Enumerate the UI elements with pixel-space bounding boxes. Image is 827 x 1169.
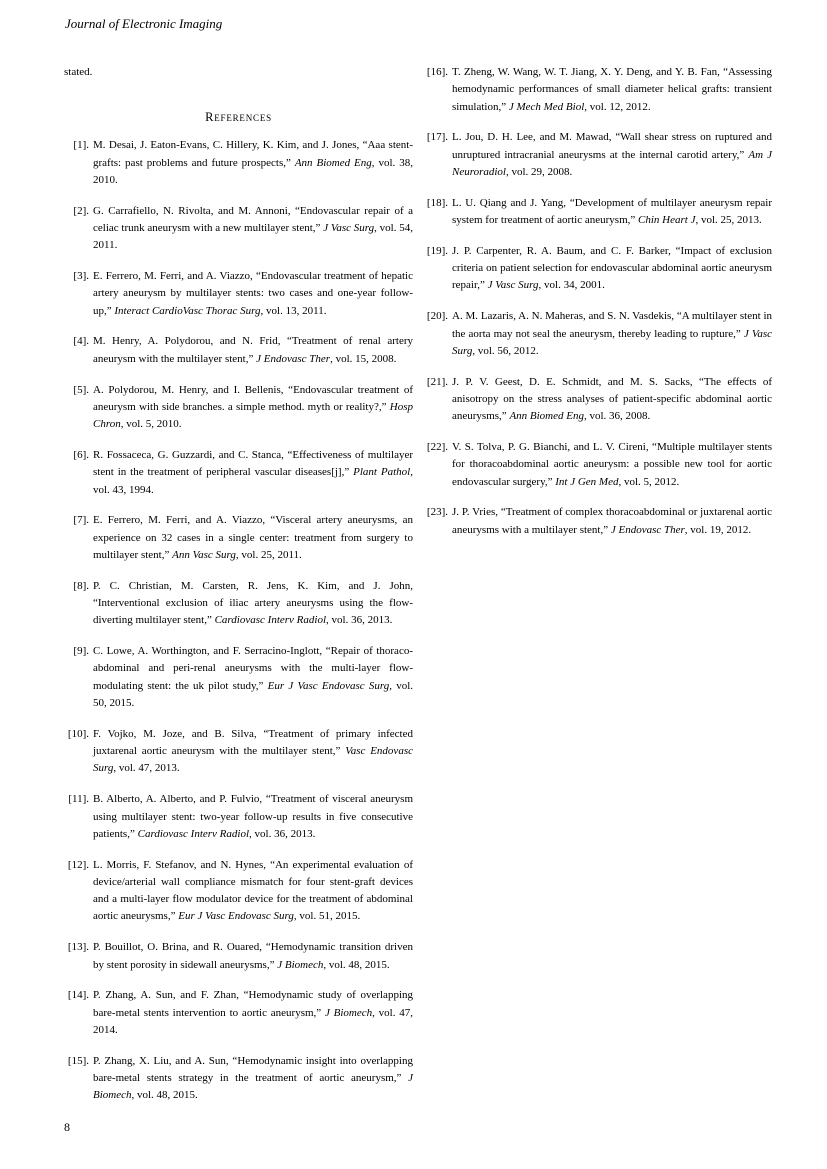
journal-name: Eur J Vasc Endovasc Surg: [178, 910, 294, 923]
reference-text: P. Bouillot, O. Brina, and R. Ouared, “Hemodynamic transition driven by stent porosity in sidewall aneurysms,” J Biomech, vol. 48, 2015.: [93, 941, 413, 971]
reference-list-right: [423, 64, 772, 539]
reference-text: G. Carrafiello, N. Rivolta, and M. Annoni, “Endovascular repair of a celiac trunk aneurysm with a new multilayer stent,” J Vasc Surg, vol. 54, 2011.: [93, 204, 414, 252]
reference-label: [6].: [73, 448, 89, 461]
reference-item: [64, 268, 413, 320]
journal-name: J Endovasc Ther: [256, 352, 331, 365]
reference-label: [5].: [73, 383, 89, 396]
journal-name: Plant Pathol: [353, 466, 411, 479]
journal-name: Chin Heart J: [638, 214, 696, 227]
reference-item: [64, 643, 413, 712]
reference-label: [11].: [68, 793, 89, 806]
journal-name: J Vasc Surg: [452, 327, 773, 357]
reference-text: J. P. Vries, “Treatment of complex thoracoabdominal or juxtarenal aortic aneurysms with a multilayer stent,” J Endovasc Ther, vol. 19, 2012.: [452, 506, 772, 536]
journal-name: Cardiovasc Interv Radiol: [137, 827, 250, 840]
reference-label: [14].: [67, 989, 89, 1002]
reference-item: [64, 939, 413, 974]
journal-name: J Biomech: [324, 1006, 373, 1019]
reference-item: [423, 308, 772, 360]
reference-item: [64, 382, 413, 434]
journal-name: Ann Vasc Surg: [172, 548, 236, 561]
reference-label: [7].: [73, 514, 89, 527]
page-number: 8: [64, 1120, 70, 1134]
reference-label: [3].: [73, 270, 89, 283]
journal-name: J Biomech: [277, 958, 324, 971]
reference-label: [9].: [73, 645, 89, 658]
reference-text: L. Jou, D. H. Lee, and M. Mawad, “Wall shear stress on ruptured and unruptured intracranial aneurysms at the internal carotid artery,” Am J Neuroradiol, vol. 29, 2008.: [452, 131, 772, 178]
reference-label: [2].: [73, 204, 89, 217]
journal-name: J Mech Med Biol: [508, 100, 585, 113]
reference-label: [12].: [67, 858, 89, 871]
reference-item: [64, 987, 413, 1039]
reference-list-left: [64, 137, 413, 1104]
reference-text: J. P. Carpenter, R. A. Baum, and C. F. Barker, “Impact of exclusion criteria on patient selection for endovascular abdominal aortic aneurysm repair,” J Vasc Surg, vol. 34, 2001.: [452, 244, 772, 292]
reference-item: [423, 439, 772, 491]
reference-item: [64, 137, 413, 189]
reference-text: M. Desai, J. Eaton-Evans, C. Hillery, K. Kim, and J. Jones, “Aaa stent-grafts: past problems and future prospects,” Ann Biomed Eng, vol. 38, 2010.: [93, 139, 413, 186]
reference-item: [423, 374, 772, 426]
reference-item: [423, 243, 772, 295]
journal-name: J Endovasc Ther: [610, 523, 685, 536]
reference-text: B. Alberto, A. Alberto, and P. Fulvio, “Treatment of visceral aneurysm using multilayer stent: two-year follow-up results in five consecutive patients,” Cardiovasc Interv Radiol, vol. 36, 2013.: [93, 793, 413, 840]
journal-name: Ann Biomed Eng: [509, 410, 584, 423]
reference-label: [15].: [67, 1054, 89, 1067]
journal-header: Journal of Electronic Imaging: [65, 16, 223, 31]
trailing-paragraph: stated.: [64, 66, 93, 78]
reference-label: [20].: [426, 310, 448, 323]
reference-label: [10].: [67, 727, 89, 740]
reference-item: [423, 64, 772, 116]
reference-item: [64, 333, 413, 368]
journal-name: Hosp Chron: [93, 400, 413, 431]
reference-label: [22].: [426, 441, 448, 454]
reference-text: C. Lowe, A. Worthington, and F. Serracino-Inglott, “Repair of thoraco-abdominal and peri-renal aneurysms with the multi-layer flow-modulating stent: the uk pilot study,” Eur J Vasc Endovasc Surg, vol. 50, 2015.: [93, 645, 413, 710]
reference-text: J. P. V. Geest, D. E. Schmidt, and M. S. Sacks, “The effects of anisotropy on the stress analyses of patient-specific abdominal aortic aneurysms,” Ann Biomed Eng, vol. 36, 2008.: [452, 375, 772, 423]
reference-item: [64, 857, 413, 926]
reference-label: [18].: [426, 196, 448, 209]
reference-label: [17].: [426, 131, 448, 144]
reference-text: F. Vojko, M. Joze, and B. Silva, “Treatment of primary infected juxtarenal aortic aneurysm with the multilayer stent,” Vasc Endovasc Surg, vol. 47, 2013.: [93, 727, 413, 775]
reference-text: P. Zhang, X. Liu, and A. Sun, “Hemodynamic insight into overlapping bare-metal stents strategy in the treatment of aortic aneurysm,” J Biomech, vol. 48, 2015.: [93, 1054, 413, 1102]
reference-text: L. U. Qiang and J. Yang, “Development of multilayer aneurysm repair system for treatment of aortic aneurysm,” Chin Heart J, vol. 25, 2013.: [452, 196, 772, 227]
reference-item: [64, 1053, 413, 1105]
reference-item: [423, 195, 772, 230]
reference-item: [64, 578, 413, 630]
reference-item: [64, 791, 413, 843]
journal-name: Vasc Endovasc Surg: [93, 745, 413, 775]
reference-label: [1].: [73, 139, 89, 152]
reference-text: L. Morris, F. Stefanov, and N. Hynes, “An experimental evaluation of device/arterial wall compliance mismatch for four stent-graft devices and a multi-layer flow modulator device for the treatment of abdominal aortic aneurysms,” Eur J Vasc Endovasc Surg, vol. 51, 2015.: [93, 858, 413, 923]
reference-item: [423, 129, 772, 181]
journal-name: Ann Biomed Eng: [294, 156, 372, 169]
reference-text: P. Zhang, A. Sun, and F. Zhan, “Hemodynamic study of overlapping bare-metal stents intervention to aortic aneurysm,” J Biomech, vol. 47, 2014.: [93, 989, 413, 1036]
reference-label: [4].: [73, 335, 89, 348]
reference-item: [64, 726, 413, 778]
reference-label: [16].: [426, 66, 448, 78]
journal-name: J Vasc Surg: [487, 279, 539, 292]
reference-item: [423, 504, 772, 539]
reference-item: [64, 512, 413, 564]
journal-name: Cardiovasc Interv Radiol: [214, 614, 327, 627]
journal-name: Int J Gen Med: [555, 475, 619, 488]
reference-label: [13].: [67, 941, 89, 954]
reference-label: [19].: [426, 244, 448, 257]
journal-name: J Vasc Surg: [323, 221, 375, 234]
reference-text: E. Ferrero, M. Ferri, and A. Viazzo, “Endovascular treatment of hepatic artery aneurysm by multilayer stents: two cases and one-year follow-up,” Interact CardioVasc Thorac Surg, vol. 13, 2011.: [93, 270, 413, 317]
reference-text: M. Henry, A. Polydorou, and N. Frid, “Treatment of renal artery aneurysm with the multilayer stent,” J Endovasc Ther, vol. 15, 2008.: [93, 335, 413, 365]
reference-text: R. Fossaceca, G. Guzzardi, and C. Stanca, “Effectiveness of multilayer stent in the treatment of peripheral vascular diseases[j],” Plant Pathol, vol. 43, 1994.: [93, 448, 413, 496]
references-heading: References: [205, 110, 272, 125]
journal-name: Am J Neuroradiol: [452, 148, 772, 178]
reference-text: V. S. Tolva, P. G. Bianchi, and L. V. Cireni, “Multiple multilayer stents for thoracoabdominal aortic aneurysm: a possible new tool for aortic endovascular surgery,” Int J Gen Med, vol. 5, 2012.: [452, 441, 772, 488]
journal-name: Interact CardioVasc Thorac Surg: [114, 304, 261, 317]
references-column-left: [64, 64, 413, 1118]
journal-name: J Biomech: [93, 1072, 413, 1102]
reference-item: [64, 447, 413, 499]
reference-text: A. Polydorou, M. Henry, and I. Bellenis, “Endovascular treatment of aneurysm with side branches. a simple method. myth or reality?,” Hosp Chron, vol. 5, 2010.: [93, 383, 413, 431]
reference-text: P. C. Christian, M. Carsten, R. Jens, K. Kim, and J. John, “Interventional exclusion of iliac artery aneurysms using the flow-diverting multilayer stent,” Cardiovasc Interv Radiol, vol. 36, 2013.: [93, 579, 413, 627]
reference-label: [23].: [426, 506, 448, 519]
reference-label: [8].: [73, 579, 89, 592]
reference-text: A. M. Lazaris, A. N. Maheras, and S. N. Vasdekis, “A multilayer stent in the aorta may not seal the aneurysm, thereby leading to rupture,” J Vasc Surg, vol. 56, 2012.: [452, 310, 773, 357]
reference-label: [21].: [426, 375, 448, 388]
reference-text: E. Ferrero, M. Ferri, and A. Viazzo, “Visceral artery aneurysms, an experience on 32 cases in a single center: treatment from surgery to multilayer stent,” Ann Vasc Surg, vol. 25, 2011.: [93, 514, 413, 561]
journal-name: Eur J Vasc Endovasc Surg: [267, 679, 390, 692]
references-column-right: [423, 64, 772, 553]
reference-item: [64, 203, 413, 255]
reference-text: T. Zheng, W. Wang, W. T. Jiang, X. Y. Deng, and Y. B. Fan, “Assessing hemodynamic performances of small diameter helical grafts: transient simulation,” J Mech Med Biol, vol. 12, 2012.: [452, 66, 772, 113]
